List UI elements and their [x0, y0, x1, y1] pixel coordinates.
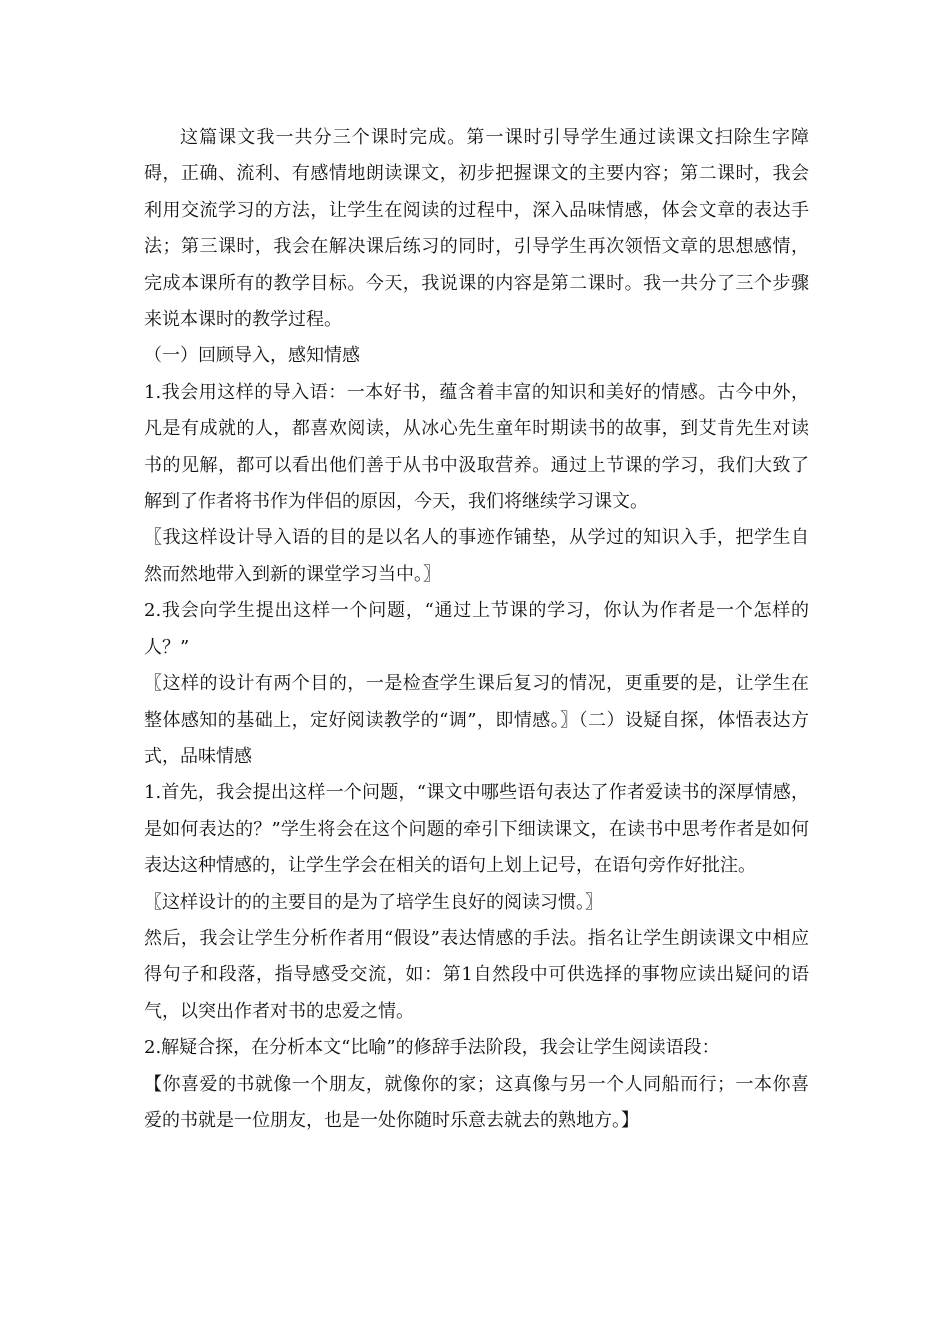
design-note-paragraph: 〖这样的设计有两个目的，一是检查学生课后复习的情况，更重要的是，让学生在整体感知的基础上，定好阅读教学的“调”，即情感。〗（二）设疑自探，体悟表达方式，品味情感	[144, 673, 809, 767]
body-paragraph: 1.首先，我会提出这样一个问题，“课文中哪些语句表达了作者爱读书的深厚情感，是如何表达的？”学生将会在这个问题的牵引下细读课文，在读书中思考作者是如何表达这种情感的，让学生学会在相关的语句上划上记号，在语句旁作好批注。	[144, 782, 809, 877]
section-heading-1: （一）回顾导入，感知情感	[144, 345, 360, 367]
body-paragraph: 然后，我会让学生分析作者用“假设”表达情感的手法。指名让学生朗读课文中相应得句子和段落，指导感受交流，如：第1自然段中可供选择的事物应读出疑问的语气，以突出作者对书的忠爱之情。	[144, 927, 809, 1022]
document-body	[144, 120, 809, 1139]
body-paragraph: 2.我会向学生提出这样一个问题，“通过上节课的学习，你认为作者是一个怎样的人？”	[144, 600, 809, 658]
body-paragraph: 2.解疑合探，在分析本文“比喻”的修辞手法阶段，我会让学生阅读语段：	[144, 1037, 720, 1059]
design-note-paragraph: 〖我这样设计导入语的目的是以名人的事迹作铺垫，从学过的知识入手，把学生自然而然地带入到新的课堂学习当中。〗	[144, 527, 809, 585]
quoted-passage: 【你喜爱的书就像一个朋友，就像你的家；这真像与另一个人同船而行；一本你喜爱的书就是一位朋友，也是一处你随时乐意去就去的熟地方。】	[144, 1073, 809, 1131]
intro-paragraph: 这篇课文我一共分三个课时完成。第一课时引导学生通过读课文扫除生字障碍，正确、流利、有感情地朗读课文，初步把握课文的主要内容；第二课时，我会利用交流学习的方法，让学生在阅读的过程中，深入品味情感，体会文章的表达手法；第三课时，我会在解决课后练习的同时，引导学生再次领悟文章的思想感情，完成本课所有的教学目标。今天，我说课的内容是第二课时。我一共分了三个步骤来说本课时的教学过程。	[144, 127, 809, 331]
body-paragraph: 1.我会用这样的导入语：一本好书，蕴含着丰富的知识和美好的情感。古今中外，凡是有成就的人，都喜欢阅读，从冰心先生童年时期读书的故事，到艾肯先生对读书的见解，都可以看出他们善于从书中汲取营养。通过上节课的学习，我们大致了解到了作者将书作为伴侣的原因，今天，我们将继续学习课文。	[144, 381, 809, 513]
design-note-paragraph: 〖这样设计的的主要目的是为了培学生良好的阅读习惯。〗	[144, 891, 603, 913]
